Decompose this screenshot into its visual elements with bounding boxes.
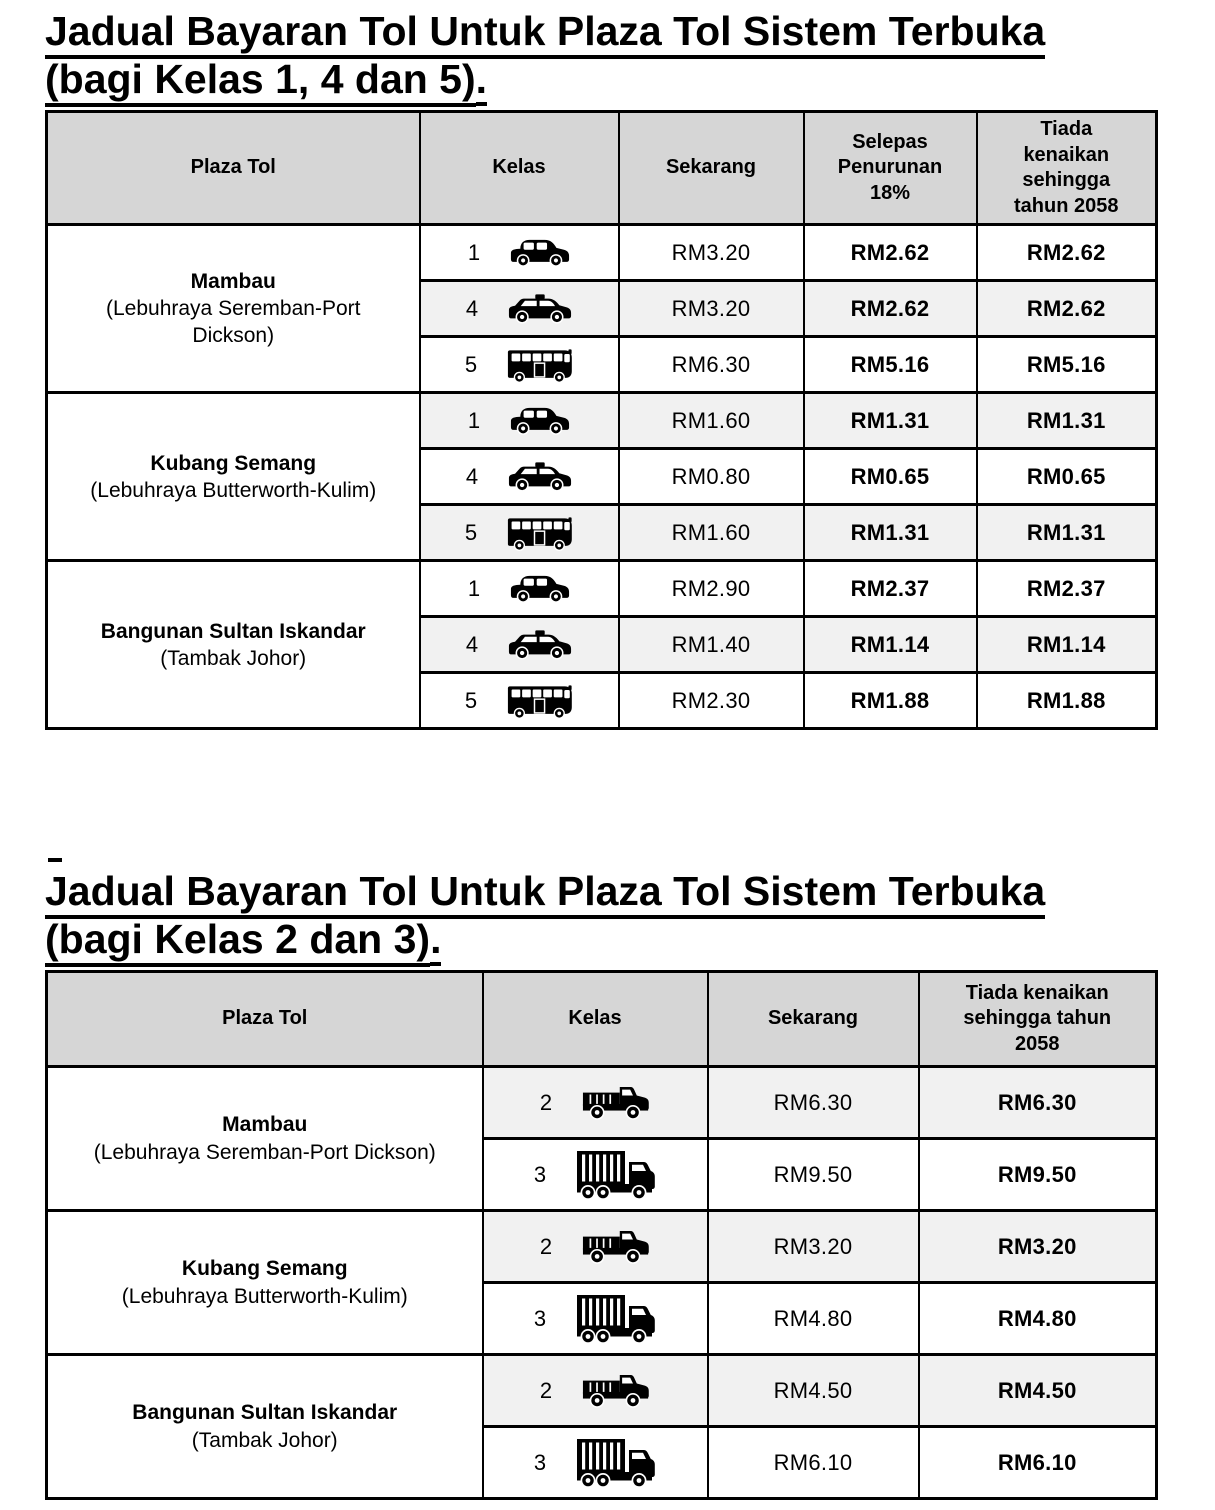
bus-icon (507, 681, 573, 721)
header-kelas: Kelas (483, 972, 708, 1067)
sekarang-value: RM1.60 (619, 505, 804, 561)
kelas-number: 2 (539, 1233, 553, 1259)
table-row (47, 225, 1157, 281)
selepas-penurunan-value: RM2.37 (804, 561, 977, 617)
tiada-kenaikan-value: RM6.10 (919, 1427, 1157, 1499)
tiada-kenaikan-value: RM9.50 (919, 1139, 1157, 1211)
table2-title-line1: Jadual Bayaran Tol Untuk Plaza Tol Sistem Terbuka (45, 868, 1045, 919)
dash-mark (48, 858, 62, 862)
selepas-penurunan-value: RM1.31 (804, 393, 977, 449)
kelas-cell (420, 505, 619, 561)
sekarang-value: RM6.30 (708, 1067, 919, 1139)
kelas-number: 4 (465, 463, 479, 489)
kelas-cell (483, 1211, 708, 1283)
header-plaza-tol: Plaza Tol (47, 972, 483, 1067)
plaza-name: Bangunan Sultan Iskandar (132, 1401, 398, 1425)
sekarang-value: RM4.80 (708, 1283, 919, 1355)
taxi-icon (508, 293, 572, 325)
kelas-number: 2 (539, 1089, 553, 1115)
truck-icon (582, 1370, 650, 1412)
kelas-number: 1 (467, 239, 481, 265)
tiada-kenaikan-value: RM6.30 (919, 1067, 1157, 1139)
tiada-kenaikan-value: RM2.62 (977, 281, 1157, 337)
plaza-name: Bangunan Sultan Iskandar (100, 619, 366, 643)
selepas-penurunan-value: RM0.65 (804, 449, 977, 505)
selepas-penurunan-value: RM1.14 (804, 617, 977, 673)
tiada-kenaikan-value: RM4.50 (919, 1355, 1157, 1427)
kelas-number: 4 (465, 295, 479, 321)
sekarang-value: RM6.10 (708, 1427, 919, 1499)
plaza-name: Mambau (222, 1113, 308, 1137)
toll-table-kelas-2-3 (45, 970, 1158, 1500)
kelas-cell (420, 449, 619, 505)
kelas-number: 3 (533, 1449, 547, 1475)
sekarang-value: RM2.90 (619, 561, 804, 617)
kelas-number: 3 (533, 1161, 547, 1187)
kelas-cell (483, 1067, 708, 1139)
selepas-penurunan-value: RM1.88 (804, 673, 977, 729)
tiada-kenaikan-value: RM5.16 (977, 337, 1157, 393)
toll-table-kelas-1-4-5 (45, 110, 1158, 730)
tiada-kenaikan-value: RM1.31 (977, 505, 1157, 561)
header-sekarang: Sekarang (708, 972, 919, 1067)
kelas-cell (420, 225, 619, 281)
kelas-number: 1 (467, 407, 481, 433)
lorry-icon (576, 1150, 656, 1200)
kelas-number: 5 (464, 519, 478, 545)
table1-title (45, 8, 1155, 104)
header-tiada-kenaikan: Tiada kenaikan sehingga tahun 2058 (977, 111, 1157, 224)
kelas-cell (420, 393, 619, 449)
plaza-cell-mambau (47, 225, 420, 393)
sekarang-value: RM1.60 (619, 393, 804, 449)
sekarang-value: RM4.50 (708, 1355, 919, 1427)
table2-title (45, 868, 1155, 964)
selepas-penurunan-value: RM2.62 (804, 281, 977, 337)
kelas-cell (420, 281, 619, 337)
header-plaza-tol: Plaza Tol (47, 111, 420, 224)
tiada-kenaikan-value: RM0.65 (977, 449, 1157, 505)
bus-icon (507, 513, 573, 553)
table-row (47, 1067, 1157, 1139)
table2-header-row (47, 972, 1157, 1067)
sekarang-value: RM6.30 (619, 337, 804, 393)
tiada-kenaikan-value: RM1.31 (977, 393, 1157, 449)
table1-title-period: . (476, 56, 487, 106)
car-icon (510, 237, 570, 268)
header-kelas: Kelas (420, 111, 619, 224)
kelas-cell (420, 337, 619, 393)
table1-title-line1: Jadual Bayaran Tol Untuk Plaza Tol Sistem Terbuka (45, 8, 1045, 59)
tiada-kenaikan-value: RM2.37 (977, 561, 1157, 617)
kelas-cell (483, 1427, 708, 1499)
car-icon (510, 573, 570, 604)
bus-icon (507, 345, 573, 385)
kelas-number: 5 (464, 351, 478, 377)
kelas-number: 5 (464, 687, 478, 713)
plaza-subtitle: (Lebuhraya Butterworth-Kulim) (121, 1284, 408, 1308)
sekarang-value: RM2.30 (619, 673, 804, 729)
table-row (47, 561, 1157, 617)
sekarang-value: RM3.20 (708, 1211, 919, 1283)
tiada-kenaikan-value: RM1.14 (977, 617, 1157, 673)
selepas-penurunan-value: RM1.31 (804, 505, 977, 561)
header-selepas-penurunan: Selepas Penurunan 18% (804, 111, 977, 224)
kelas-cell (420, 617, 619, 673)
table-row (47, 1355, 1157, 1427)
tiada-kenaikan-value: RM3.20 (919, 1211, 1157, 1283)
plaza-cell-bangunan-sultan-iskandar (47, 561, 420, 729)
car-icon (510, 405, 570, 436)
lorry-icon (576, 1294, 656, 1344)
truck-icon (582, 1082, 650, 1124)
table2-title-period: . (430, 916, 441, 966)
selepas-penurunan-value: RM2.62 (804, 225, 977, 281)
table1-header-row (47, 111, 1157, 224)
tiada-kenaikan-value: RM2.62 (977, 225, 1157, 281)
kelas-cell (420, 561, 619, 617)
kelas-number: 2 (539, 1377, 553, 1403)
kelas-cell (483, 1139, 708, 1211)
plaza-name: Kubang Semang (181, 1257, 348, 1281)
kelas-number: 3 (533, 1305, 547, 1331)
kelas-number: 1 (467, 575, 481, 601)
plaza-subtitle: (Lebuhraya Seremban-Port Dickson) (106, 297, 361, 348)
tiada-kenaikan-value: RM4.80 (919, 1283, 1157, 1355)
plaza-cell-mambau (47, 1067, 483, 1211)
kelas-cell (483, 1283, 708, 1355)
plaza-cell-kubang-semang (47, 393, 420, 561)
plaza-name: Mambau (190, 269, 276, 293)
header-sekarang: Sekarang (619, 111, 804, 224)
tiada-kenaikan-value: RM1.88 (977, 673, 1157, 729)
selepas-penurunan-value: RM5.16 (804, 337, 977, 393)
plaza-cell-kubang-semang (47, 1211, 483, 1355)
table-row (47, 1211, 1157, 1283)
table-row (47, 393, 1157, 449)
plaza-subtitle: (Tambak Johor) (160, 646, 307, 670)
sekarang-value: RM3.20 (619, 225, 804, 281)
plaza-subtitle: (Tambak Johor) (191, 1428, 338, 1452)
lorry-icon (576, 1438, 656, 1488)
plaza-name: Kubang Semang (150, 451, 317, 475)
taxi-icon (508, 461, 572, 493)
truck-icon (582, 1226, 650, 1268)
sekarang-value: RM1.40 (619, 617, 804, 673)
table1-title-line2: (bagi Kelas 1, 4 dan 5) (45, 56, 476, 107)
kelas-cell (420, 673, 619, 729)
taxi-icon (508, 629, 572, 661)
second-section (45, 858, 1155, 1500)
plaza-subtitle: (Lebuhraya Seremban-Port Dickson) (93, 1140, 436, 1164)
table2-title-line2: (bagi Kelas 2 dan 3) (45, 916, 430, 967)
kelas-cell (483, 1355, 708, 1427)
plaza-subtitle: (Lebuhraya Butterworth-Kulim) (90, 478, 377, 502)
sekarang-value: RM0.80 (619, 449, 804, 505)
plaza-cell-bangunan-sultan-iskandar (47, 1355, 483, 1499)
sekarang-value: RM3.20 (619, 281, 804, 337)
kelas-number: 4 (465, 631, 479, 657)
header-tiada-kenaikan: Tiada kenaikan sehingga tahun 2058 (919, 972, 1157, 1067)
sekarang-value: RM9.50 (708, 1139, 919, 1211)
